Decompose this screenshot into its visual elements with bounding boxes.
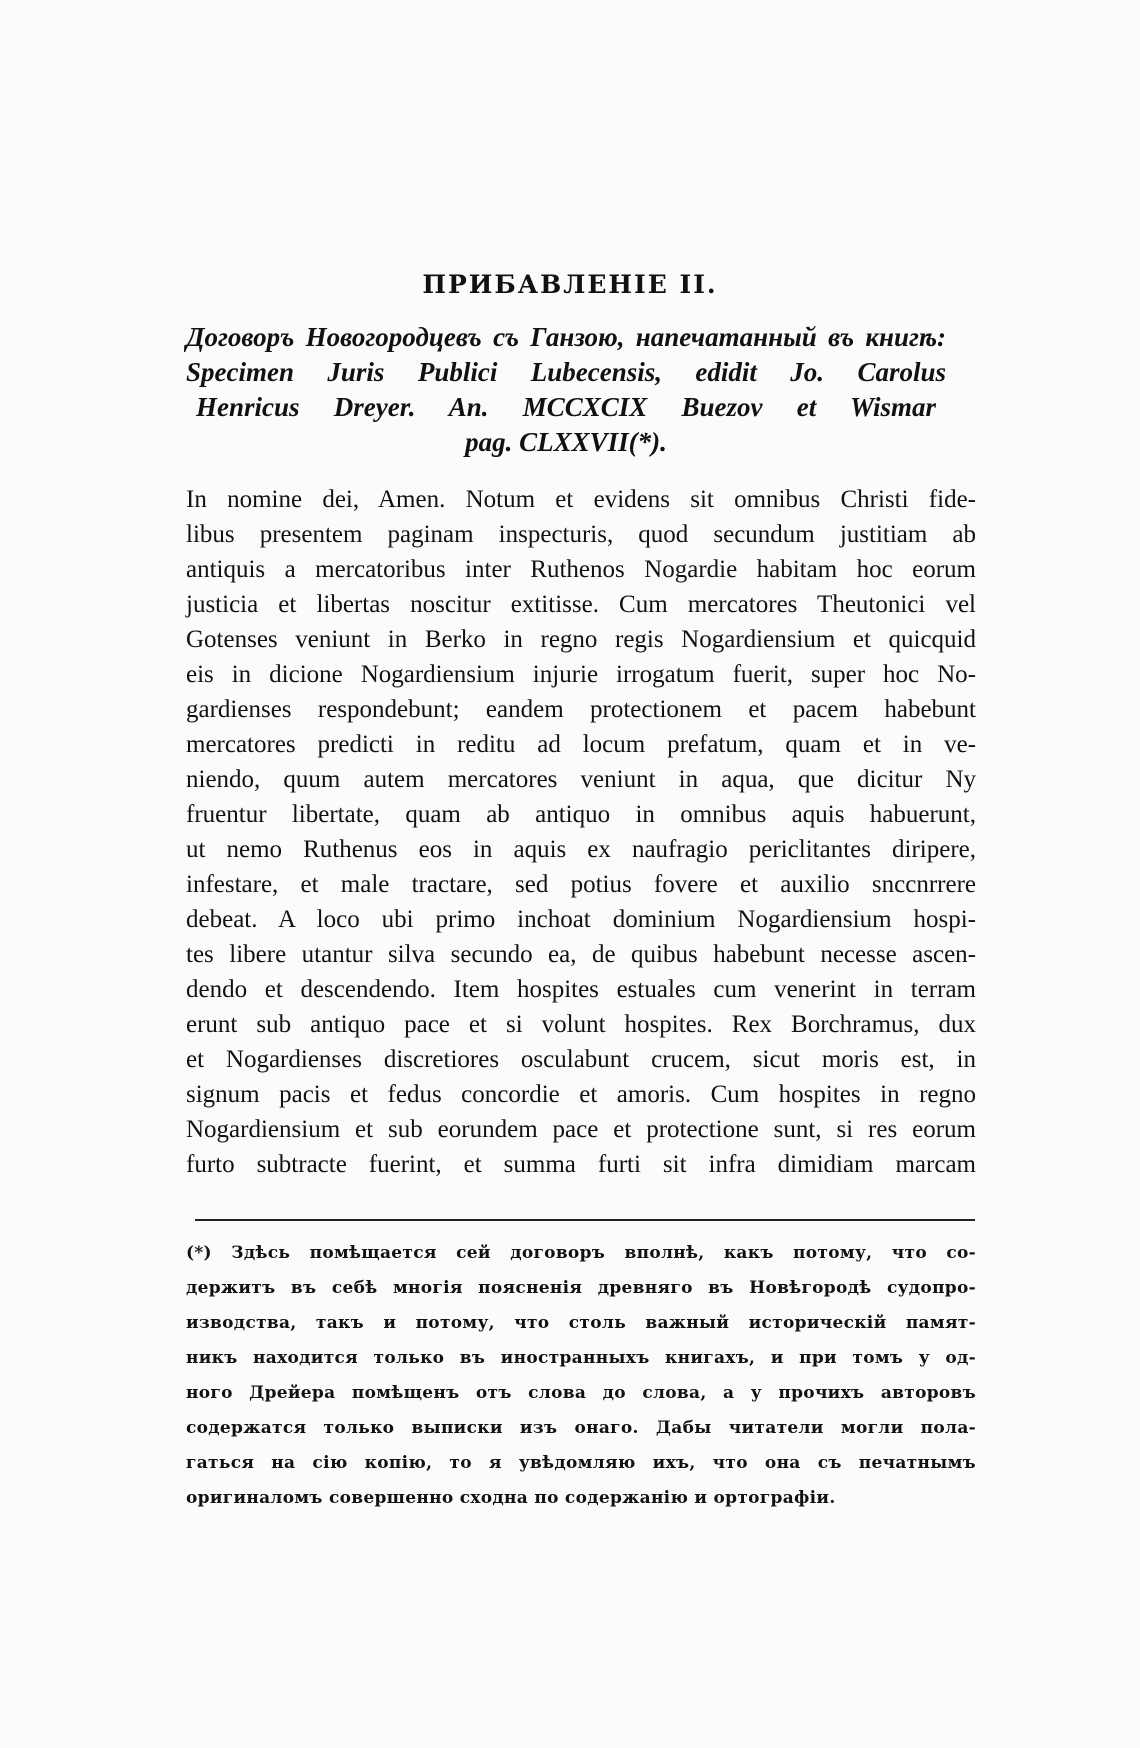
body-line: tes libere utantur silva secundo ea, de quibus habebunt necesse ascen- <box>186 941 976 968</box>
subtitle-line: pag. CLXXVII(*). <box>465 427 667 457</box>
body-line: Nogardiensium et sub eorundem pace et protectione sunt, si res eorum <box>186 1116 976 1143</box>
footnote-line: никъ находится только въ иностранныхъ книгахъ, и при томъ у од- <box>186 1348 976 1368</box>
footnote-line: держитъ въ себѣ многія поясненія древняго въ Новѣгородѣ судопро- <box>186 1278 976 1298</box>
appendix-heading: ПРИБАВЛЕНІЕ II. <box>422 270 718 299</box>
body-line: ut nemo Ruthenus eos in aquis ex naufragio periclitantes diripere, <box>186 836 976 863</box>
body-line: fruentur libertate, quam ab antiquo in omnibus aquis habuerunt, <box>186 801 976 828</box>
body-line: et Nogardienses discretiores osculabunt crucem, sicut moris est, in <box>186 1046 976 1073</box>
body-line: furto subtracte fuerint, et summa furti sit infra dimidiam marcam <box>186 1151 976 1178</box>
body-line: Gotenses veniunt in Berko in regno regis Nogardiensium et quicquid <box>186 626 976 653</box>
subtitle-line: Specimen Juris Publici Lubecensis, edidit Jo. Carolus <box>186 357 946 387</box>
body-line: justicia et libertas noscitur extitisse. Cum mercatores Theutonici vel <box>186 591 976 618</box>
body-line: In nomine dei, Amen. Notum et evidens sit omnibus Christi fide- <box>186 486 976 513</box>
footnote <box>186 1236 976 1516</box>
body-line: debeat. A loco ubi primo inchoat dominium Nogardiensium hospi- <box>186 906 976 933</box>
body-line: erunt sub antiquo pace et si volunt hospites. Rex Borchramus, dux <box>186 1011 976 1038</box>
subtitle-line: Договоръ Новогородцевъ съ Ганзою, напечатанный въ книгѣ: <box>186 322 946 352</box>
footnote-divider <box>195 1219 975 1221</box>
body-line: niendo, quum autem mercatores veniunt in aqua, que dicitur Ny <box>186 766 976 793</box>
body-line: mercatores predicti in reditu ad locum prefatum, quam et in ve- <box>186 731 976 758</box>
body-line: antiquis a mercatoribus inter Ruthenos Nogardie habitam hoc eorum <box>186 556 976 583</box>
footnote-line: оригиналомъ совершенно сходна по содержанію и ортографіи. <box>186 1488 836 1508</box>
body-line: eis in dicione Nogardiensium injurie irrogatum fuerit, super hoc No- <box>186 661 976 688</box>
document-subtitle <box>186 320 946 460</box>
footnote-line: изводства, такъ и потому, что столь важный историческій памят- <box>186 1313 976 1333</box>
footnote-line: (*) Здѣсь помѣщается сей договоръ вполнѣ, какъ потому, что со- <box>186 1243 976 1263</box>
body-line: dendo et descendendo. Item hospites estuales cum venerint in terram <box>186 976 976 1003</box>
footnote-line: ного Дрейера помѣщенъ отъ слова до слова, а у прочихъ авторовъ <box>186 1383 976 1403</box>
footnote-line: содержатся только выписки изъ онаго. Дабы читатели могли пола- <box>186 1418 976 1438</box>
footnote-line: гаться на сію копію, то я увѣдомляю ихъ, что она съ печатнымъ <box>186 1453 976 1473</box>
body-line: gardienses respondebunt; eandem protectionem et pacem habebunt <box>186 696 976 723</box>
body-line: signum pacis et fedus concordie et amoris. Cum hospites in regno <box>186 1081 976 1108</box>
subtitle-line: Henricus Dreyer. An. MCCXCIX Buezov et Wismar <box>196 392 936 422</box>
latin-treaty-text <box>186 482 976 1182</box>
body-line: libus presentem paginam inspecturis, quod secundum justitiam ab <box>186 521 976 548</box>
body-line: infestare, et male tractare, sed potius fovere et auxilio snccnrrere <box>186 871 976 898</box>
